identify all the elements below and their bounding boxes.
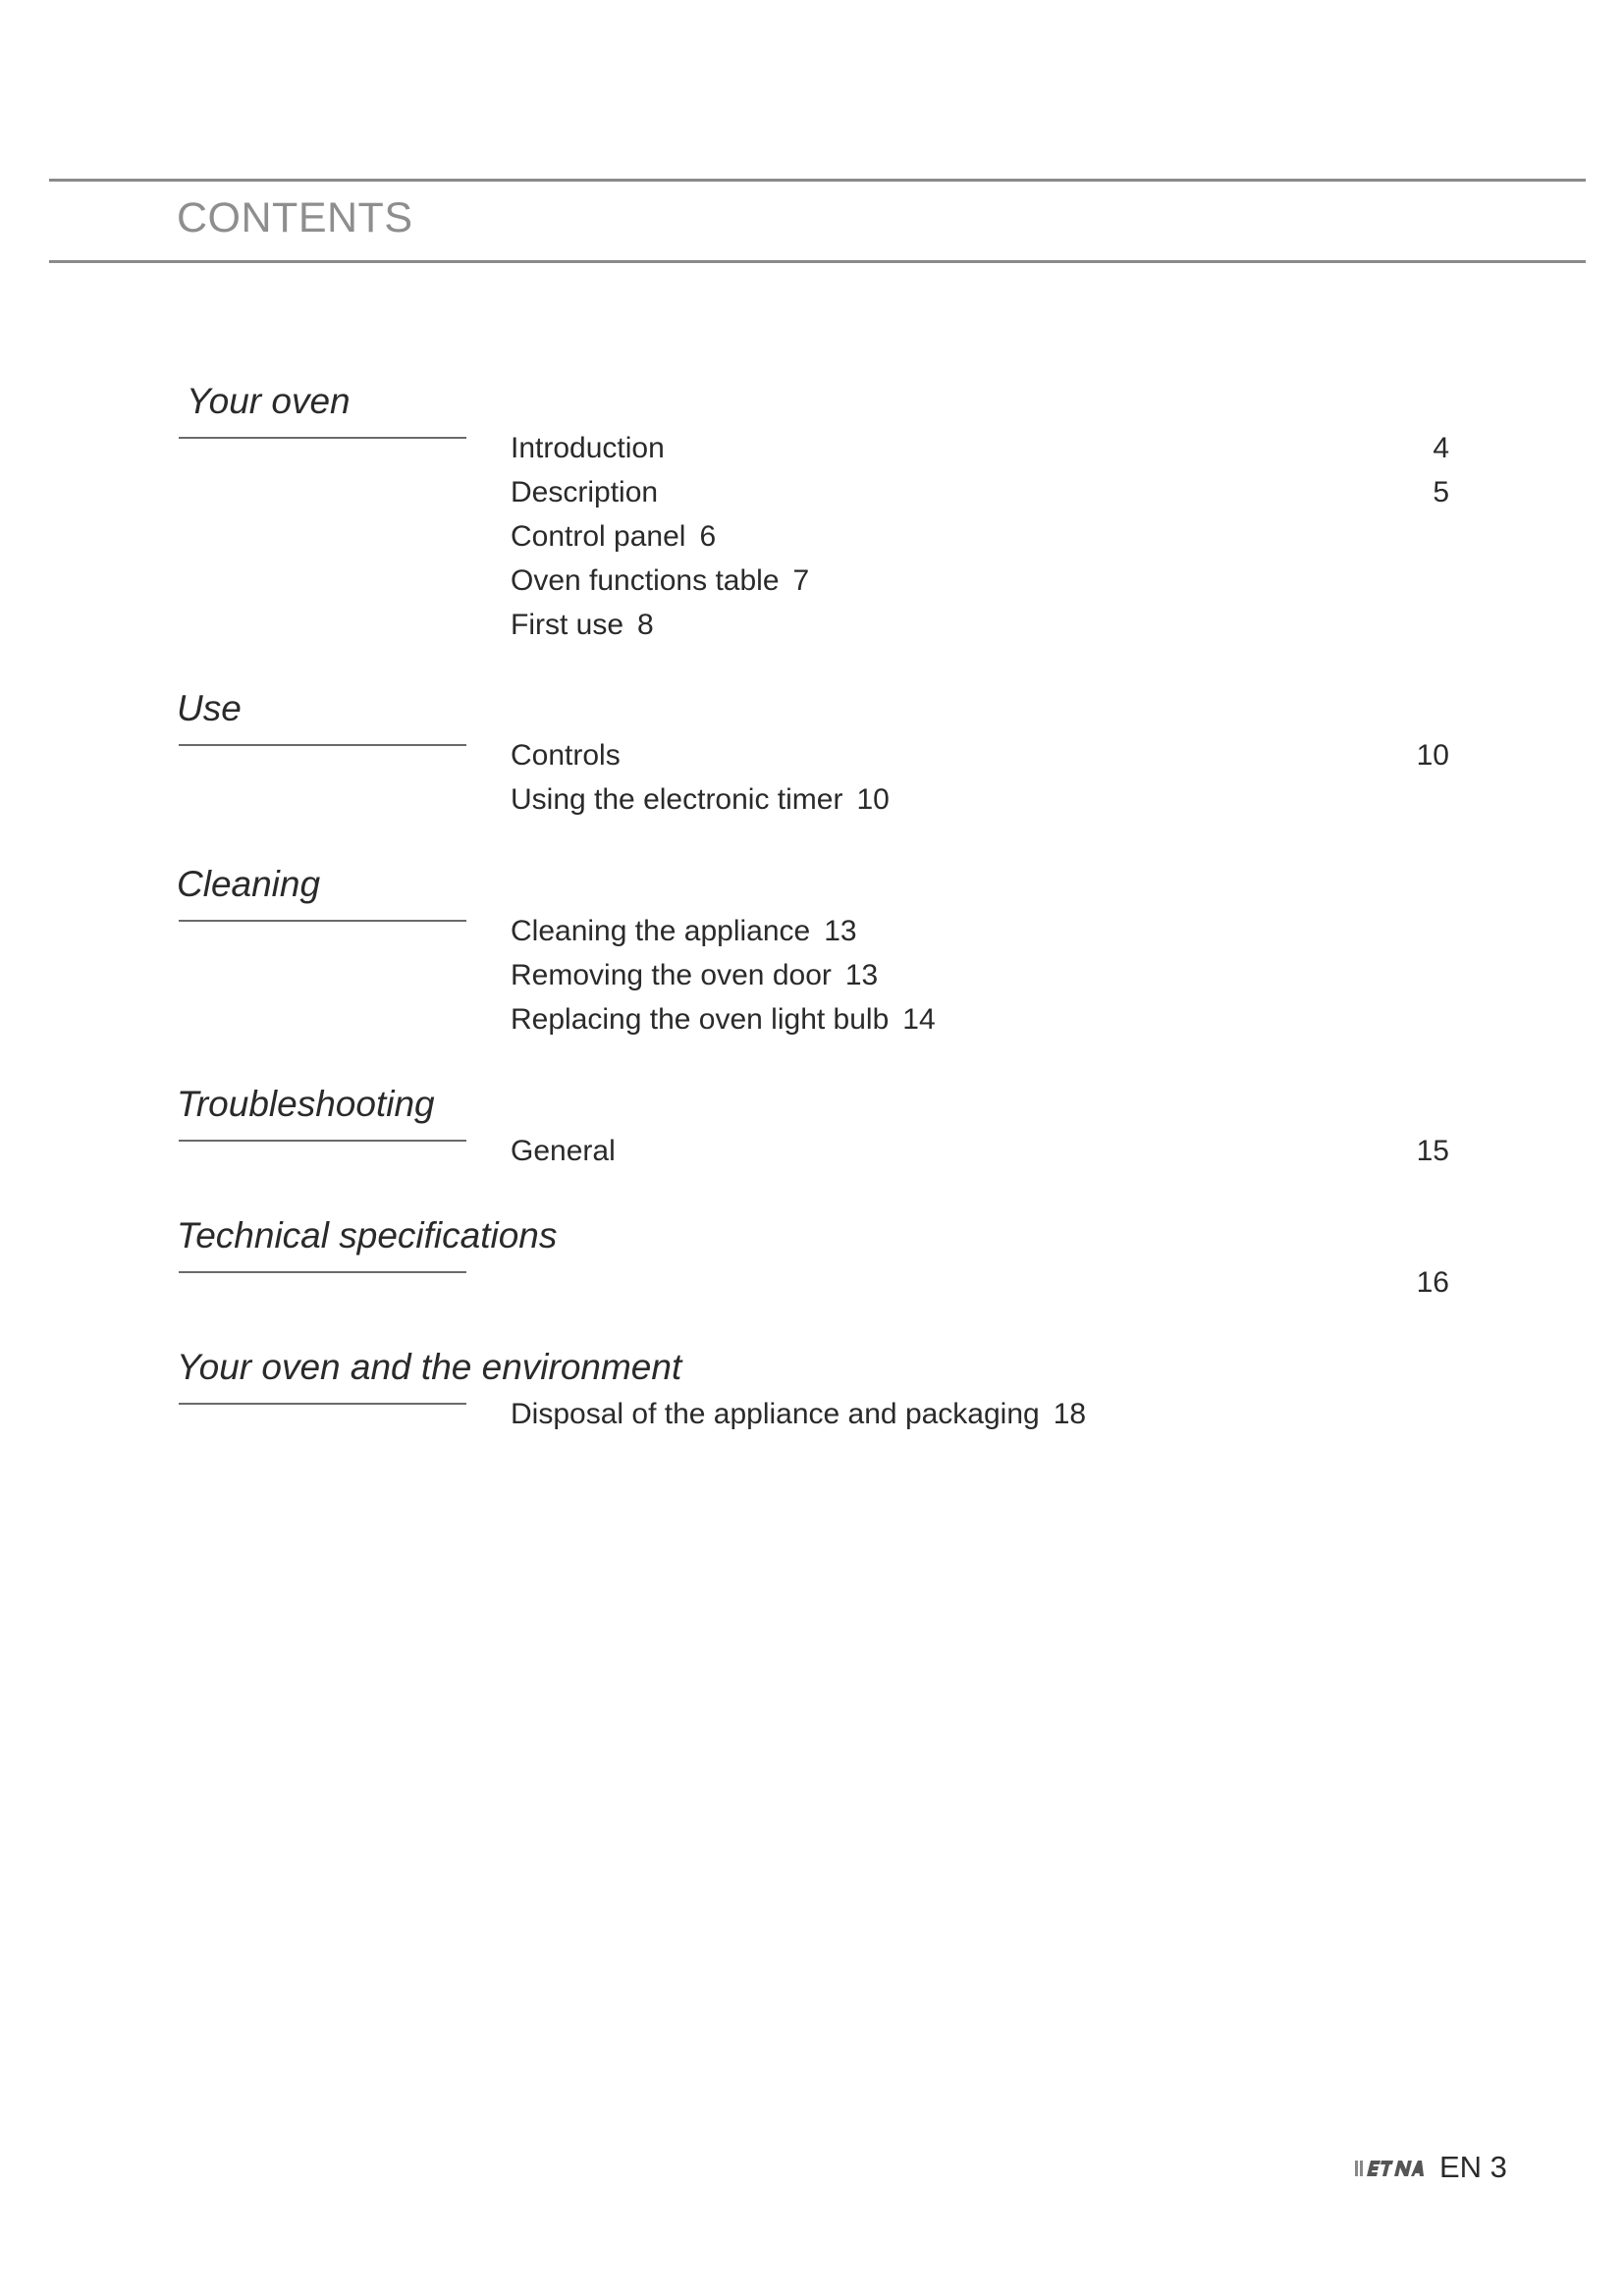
section-title-technical: Technical specifications	[177, 1215, 558, 1255]
toc-entry-light-bulb	[511, 1003, 936, 1037]
toc-entry-introduction	[511, 432, 665, 465]
entry-page: 16	[1416, 1266, 1449, 1299]
page-title: CONTENTS	[177, 194, 413, 241]
page-number: EN 3	[1439, 2150, 1507, 2184]
entry-label: Controls	[511, 739, 621, 772]
entry-page: 14	[902, 1003, 936, 1036]
section-title-environment: Your oven and the environment	[177, 1347, 682, 1387]
toc-entry-general	[511, 1135, 616, 1168]
toc-entry-electronic-timer	[511, 783, 890, 817]
entry-label: Using the electronic timer	[511, 783, 843, 816]
section-rule	[179, 1140, 466, 1142]
entry-page: 13	[824, 915, 857, 947]
footer	[1355, 2150, 1507, 2185]
entry-page: 18	[1053, 1398, 1087, 1430]
toc-entry-description	[511, 476, 658, 509]
entry-label: First use	[511, 609, 624, 641]
entry-page: 10	[856, 783, 890, 816]
section-rule	[179, 1403, 466, 1405]
entry-label: Disposal of the appliance and packaging	[511, 1398, 1040, 1430]
brand-logo	[1355, 2155, 1424, 2180]
entry-page: 6	[699, 520, 717, 553]
toc-entry-disposal	[511, 1398, 1086, 1431]
section-title-your-oven: Your oven	[187, 381, 351, 421]
entry-page: 4	[1433, 432, 1449, 464]
entry-label: Removing the oven door	[511, 959, 832, 991]
section-title-troubleshooting: Troubleshooting	[177, 1084, 435, 1124]
entry-page: 5	[1433, 476, 1449, 508]
section-rule	[179, 1271, 466, 1273]
header-rule-top	[49, 179, 1586, 182]
toc-entry-oven-functions-table	[511, 564, 809, 598]
section-title-cleaning: Cleaning	[177, 864, 321, 904]
section-title-use: Use	[177, 688, 242, 728]
entry-page: 13	[844, 959, 879, 991]
section-rule	[179, 437, 466, 439]
toc-entry-first-use	[511, 609, 654, 642]
entry-label: Control panel	[511, 520, 686, 553]
entry-label: Introduction	[511, 432, 665, 464]
entry-label: Cleaning the appliance	[511, 915, 811, 947]
toc-entry-removing-door	[511, 959, 878, 992]
toc-entry-cleaning-appliance	[511, 915, 857, 948]
entry-label: General	[511, 1135, 616, 1167]
entry-page: 10	[1416, 739, 1449, 772]
entry-page: 15	[1416, 1135, 1449, 1167]
toc-entry-control-panel	[511, 520, 716, 554]
entry-label: Description	[511, 476, 659, 508]
entry-page: 7	[792, 564, 810, 597]
entry-label: Replacing the oven light bulb	[511, 1003, 890, 1036]
toc-entry-controls	[511, 739, 621, 773]
section-rule	[179, 920, 466, 922]
header-rule-bottom	[49, 260, 1586, 263]
section-rule	[179, 744, 466, 746]
entry-label: Oven functions table	[511, 564, 780, 597]
entry-page: 8	[637, 609, 654, 641]
